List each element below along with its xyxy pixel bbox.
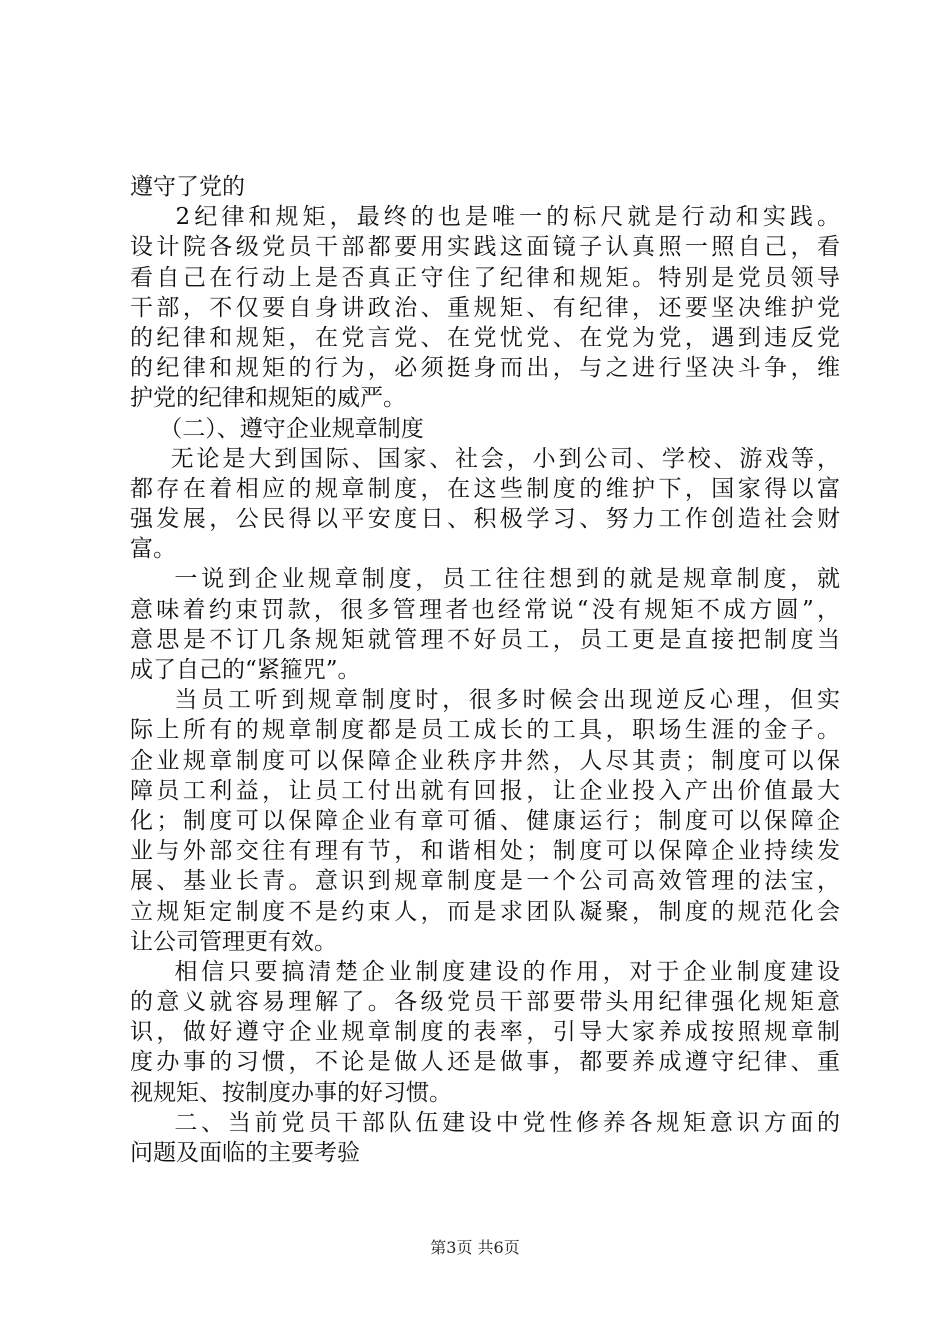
text-line: 富。 (130, 536, 176, 563)
text-line: 2纪律和规矩，最终的也是唯一的标尺就是行动和实践。 (130, 204, 840, 231)
text-line: 企业规章制度可以保障企业秩序井然，人尽其责；制度可以保 (130, 747, 840, 774)
text-line: 业与外部交往有理有节，和谐相处；制度可以保障企业持续发 (130, 838, 840, 865)
page-footer: 第3页 共6页 (430, 1238, 520, 1257)
text-line: 视规矩、按制度办事的好习惯。 (130, 1079, 452, 1106)
text-line: 立规矩定制度不是约束人，而是求团队凝聚，制度的规范化会 (130, 898, 840, 925)
text-line: 都存在着相应的规章制度，在这些制度的维护下，国家得以富 (130, 475, 840, 502)
text-line: 问题及面临的主要考验 (130, 1140, 360, 1166)
text-line: 干部，不仅要自身讲政治、重规矩、有纪律，还要坚决维护党 (130, 294, 840, 321)
text-line: （二）、遵守企业规章制度 (130, 415, 424, 442)
text-line: 护党的纪律和规矩的威严。 (130, 385, 406, 412)
text-line: 设计院各级党员干部都要用实践这面镜子认真照一照自己，看 (130, 234, 840, 261)
text-line: 成了自己的“紧箍咒”。 (130, 657, 361, 683)
text-line: 强发展，公民得以平安度日、积极学习、努力工作创造社会财 (130, 506, 840, 533)
text-line: 意味着约束罚款，很多管理者也经常说“没有规矩不成方圆”， (130, 596, 840, 623)
text-line: 的纪律和规矩，在党言党、在党忧党、在党为党，遇到违反党 (130, 324, 840, 351)
text-line: 障员工利益，让员工付出就有回报，让企业投入产出价值最大 (130, 777, 840, 804)
text-line: 遵守了党的 (130, 174, 245, 200)
text-line: 化；制度可以保障企业有章可循、健康运行；制度可以保障企 (130, 807, 840, 834)
text-line: 让公司管理更有效。 (130, 928, 337, 955)
text-line: 无论是大到国际、国家、社会，小到公司、学校、游戏等， (130, 445, 840, 472)
text-line: 的纪律和规矩的行为，必须挺身而出，与之进行坚决斗争，维 (130, 355, 840, 382)
text-line: 二、当前党员干部队伍建设中党性修养各规矩意识方面的 (130, 1109, 840, 1136)
text-line: 意思是不订几条规矩就管理不好员工，员工更是直接把制度当 (130, 626, 840, 653)
text-line: 看自己在行动上是否真正守住了纪律和规矩。特别是党员领导 (130, 264, 840, 291)
text-line: 当员工听到规章制度时，很多时候会出现逆反心理，但实 (130, 687, 840, 714)
text-line: 展、基业长青。意识到规章制度是一个公司高效管理的法宝， (130, 868, 840, 895)
text-line: 相信只要搞清楚企业制度建设的作用，对于企业制度建设 (130, 958, 840, 985)
text-line: 的意义就容易理解了。各级党员干部要带头用纪律强化规矩意 (130, 989, 840, 1016)
text-line: 际上所有的规章制度都是员工成长的工具，职场生涯的金子。 (130, 717, 840, 744)
text-line: 度办事的习惯，不论是做人还是做事，都要养成遵守纪律、重 (130, 1049, 840, 1076)
text-line: 识，做好遵守企业规章制度的表率，引导大家养成按照规章制 (130, 1019, 840, 1046)
body-text (130, 172, 840, 1168)
text-line: 一说到企业规章制度，员工往往想到的就是规章制度，就 (130, 566, 840, 593)
